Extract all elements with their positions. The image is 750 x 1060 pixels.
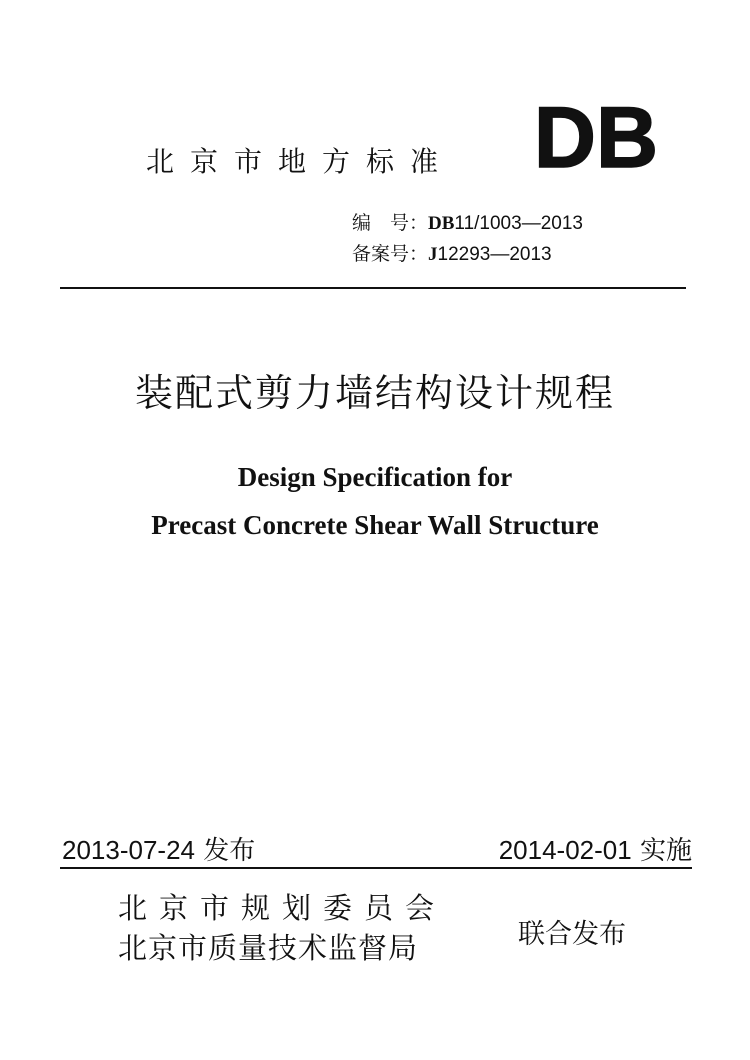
standard-number [352, 208, 583, 239]
standard-codes [352, 208, 583, 270]
issuer-quality-bureau: 北京市质量技术监督局 [118, 931, 419, 965]
title-english-line2: Precast Concrete Shear Wall Structure [151, 510, 599, 540]
db-logo [518, 100, 678, 172]
standard-number-value: 11/1003—2013 [454, 213, 583, 234]
issuing-authorities [118, 888, 446, 968]
record-number-value: 12293—2013 [437, 244, 552, 265]
record-number-prefix: J [428, 244, 438, 265]
issue-date [62, 830, 255, 867]
effective-date-value: 2014-02-01 [498, 835, 632, 865]
standard-number-prefix: DB [428, 213, 455, 234]
effective-date [499, 830, 692, 867]
db-logo-text: DB [533, 100, 659, 172]
effective-date-label: 实施 [639, 836, 692, 866]
title-chinese: 装配式剪力墙结构设计规程 [134, 371, 615, 415]
issuer-planning-commission: 北京市规划委员会 [118, 891, 447, 925]
bottom-divider [60, 867, 692, 869]
standard-type: 北京市地方标准 [146, 145, 455, 178]
record-number-label: 备案号： [352, 243, 429, 265]
title-english-line1: Design Specification for [237, 462, 513, 492]
standard-number-label: 编 号： [352, 212, 429, 234]
record-number [352, 239, 583, 270]
top-divider [60, 287, 686, 289]
issue-date-label: 发布 [203, 836, 256, 866]
joint-issue-label: 联合发布 [518, 919, 626, 950]
issue-date-value: 2013-07-24 [62, 835, 195, 865]
